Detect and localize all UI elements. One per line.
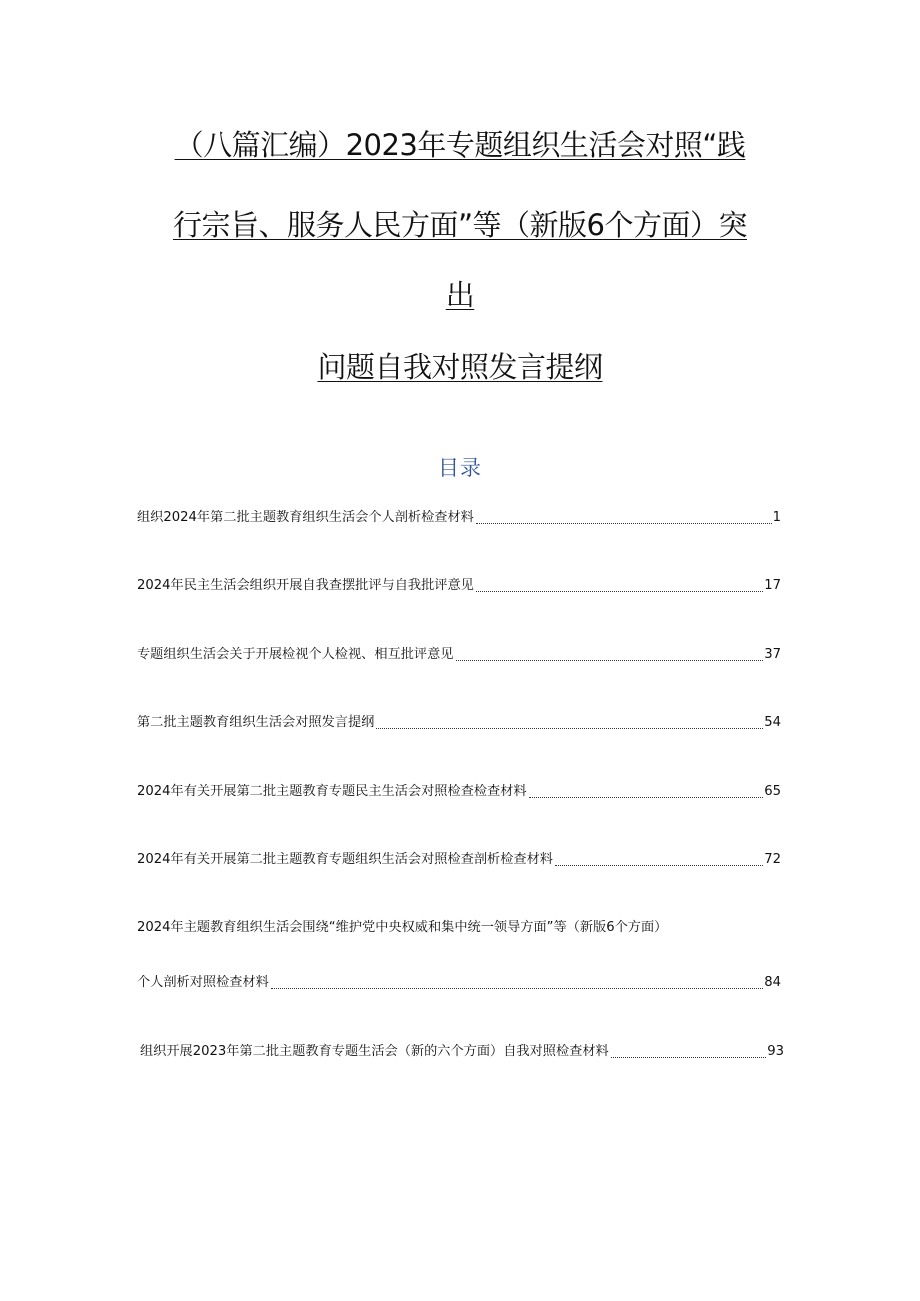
- toc-entry-page: 84: [764, 975, 781, 990]
- toc-entry-title: 个人剖析对照检查材料: [137, 975, 269, 990]
- toc-entry-page: 37: [764, 647, 781, 662]
- toc-entry-1[interactable]: [137, 508, 781, 528]
- toc-entry-page: 65: [764, 784, 781, 799]
- toc-entry-7-line-1[interactable]: 2024年主题教育组织生活会围绕“维护党中央权威和集中统一领导方面”等（新版6个方面）: [137, 920, 668, 935]
- toc-entry-page: 72: [764, 852, 781, 867]
- toc-leader-dots: [376, 722, 763, 729]
- toc-leader-dots: [476, 585, 763, 592]
- toc-entry-page: 17: [764, 578, 781, 593]
- toc-entry-title: 组织2024年第二批主题教育组织生活会个人剖析检查材料: [137, 510, 474, 525]
- document-title: [130, 128, 790, 430]
- toc-entry-8[interactable]: [140, 1042, 784, 1062]
- toc-entry-page: 54: [764, 715, 781, 730]
- toc-leader-dots: [555, 859, 763, 866]
- toc-leader-dots: [529, 791, 764, 798]
- toc-leader-dots: [611, 1051, 766, 1058]
- toc-entry-5[interactable]: [137, 782, 781, 802]
- title-line-4: 问题自我对照发言提纲: [317, 350, 603, 384]
- toc-entry-title: 专题组织生活会关于开展检视个人检视、相互批评意见: [137, 647, 454, 662]
- toc-entry-title: 2024年有关开展第二批主题教育专题组织生活会对照检查剖析检查材料: [137, 852, 553, 867]
- toc-leader-dots: [271, 982, 763, 989]
- toc-entry-title: 组织开展2023年第二批主题教育专题生活会（新的六个方面）自我对照检查材料: [140, 1044, 609, 1059]
- toc-entry-title: 2024年有关开展第二批主题教育专题民主生活会对照检查检查材料: [137, 784, 527, 799]
- toc-entry-7[interactable]: [137, 973, 781, 993]
- title-line-2: 行宗旨、服务人民方面”等（新版6个方面）突: [173, 208, 747, 242]
- toc-entry-title: 第二批主题教育组织生活会对照发言提纲: [137, 715, 375, 730]
- toc-entry-3[interactable]: [137, 645, 781, 665]
- toc-leader-dots: [476, 517, 772, 524]
- toc-entry-page: 1: [772, 510, 781, 525]
- title-line-3: 出: [445, 278, 475, 312]
- toc-entry-page: 93: [767, 1044, 784, 1059]
- toc-entry-6[interactable]: [137, 850, 781, 870]
- toc-entry-4[interactable]: [137, 713, 781, 733]
- toc-entry-title: 2024年民主生活会组织开展自我查摆批评与自我批评意见: [137, 578, 474, 593]
- toc-leader-dots: [456, 654, 764, 661]
- toc-entry-2[interactable]: [137, 576, 781, 596]
- title-line-1: （八篇汇编）2023年专题组织生活会对照“践: [174, 128, 746, 162]
- toc-heading: 目录: [438, 456, 482, 480]
